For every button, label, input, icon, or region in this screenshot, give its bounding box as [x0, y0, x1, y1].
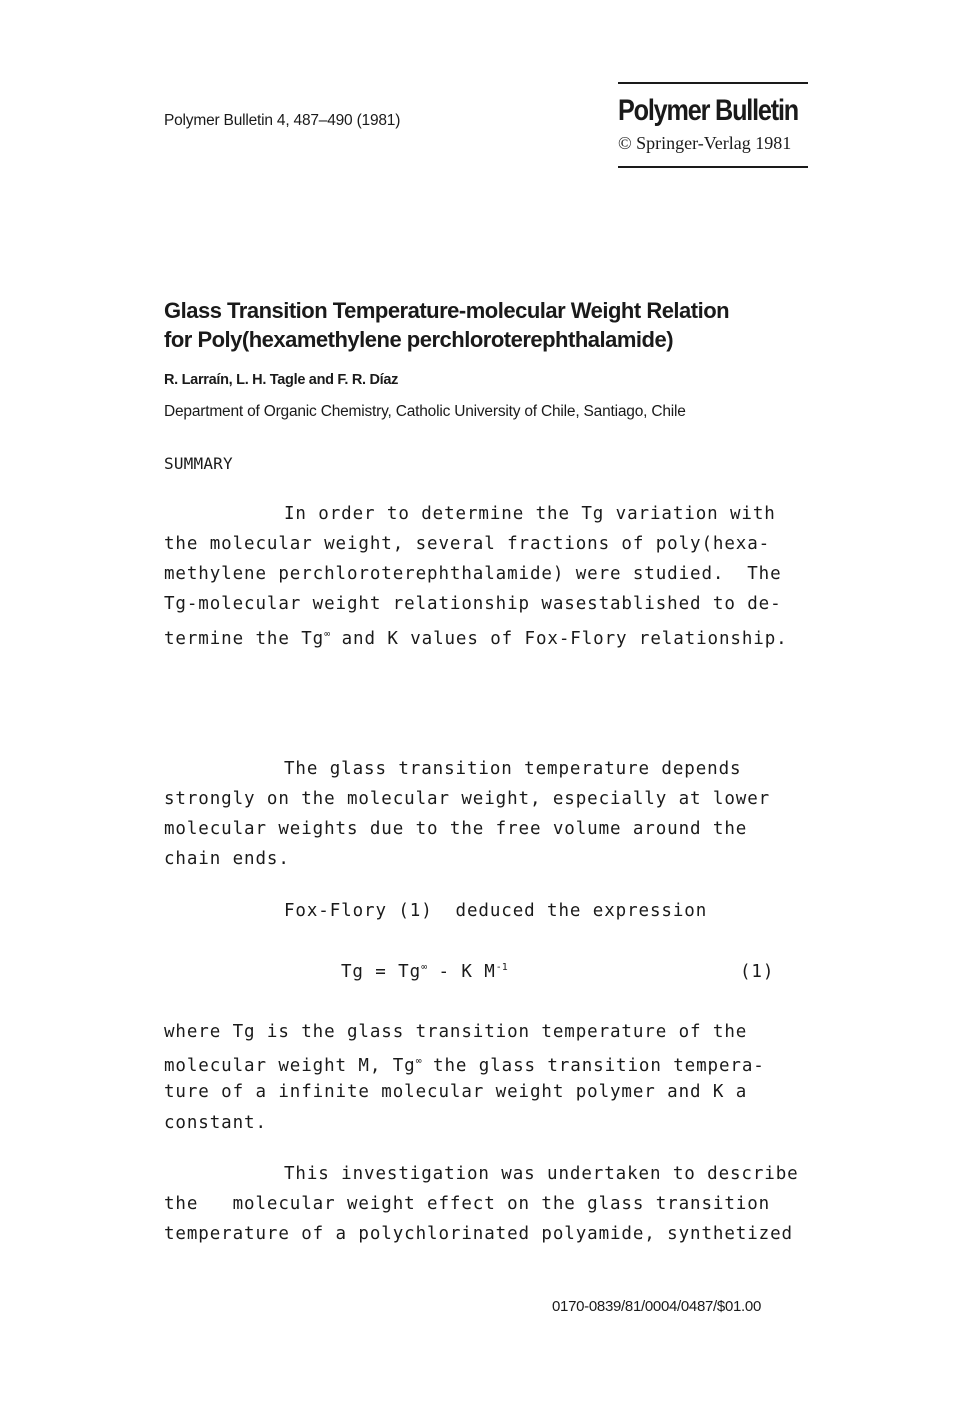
body-line: [164, 1051, 765, 1077]
citation: Polymer Bulletin 4, 487–490 (1981): [164, 112, 401, 129]
summary-line: the molecular weight, several fractions of poly(hexa-: [164, 534, 771, 554]
body-line: Fox-Flory (1) deduced the expression: [284, 901, 708, 921]
body-line: molecular weights due to the free volume around the: [164, 819, 748, 839]
journal-name: Polymer Bulletin: [618, 94, 799, 127]
body-line: temperature of a polychlorinated polyamide, synthetized: [164, 1224, 793, 1244]
summary-heading: SUMMARY: [164, 454, 233, 473]
copyright: © Springer-Verlag 1981: [618, 133, 792, 153]
body-line: where Tg is the glass transition temperature of the: [164, 1022, 748, 1042]
equation-rhs: - K M: [427, 962, 496, 982]
title-line: Glass Transition Temperature-molecular Weight Relation: [164, 298, 730, 323]
equation-number: (1): [740, 962, 775, 982]
body-line: This investigation was undertaken to describe: [284, 1164, 799, 1184]
brand-rule-bottom: [618, 166, 808, 168]
equation: [341, 962, 508, 982]
footer-code: 0170-0839/81/0004/0487/$01.00: [552, 1298, 762, 1315]
infinity-symbol: ∞: [415, 1056, 422, 1067]
body-line: strongly on the molecular weight, especially at lower: [164, 789, 771, 809]
summary-line: In order to determine the Tg variation with: [284, 504, 776, 524]
summary-line: Tg-molecular weight relationship wasestablished to de-: [164, 594, 782, 614]
summary-text: and K values of Fox-Flory relationship.: [330, 629, 788, 649]
article-title: [164, 296, 844, 354]
equation-lhs: Tg = Tg: [341, 962, 422, 982]
infinity-symbol: ∞: [421, 962, 428, 973]
body-line: constant.: [164, 1113, 267, 1133]
body-line: chain ends.: [164, 849, 290, 869]
summary-text: termine the Tg: [164, 629, 325, 649]
journal-brand: [618, 82, 808, 168]
summary-line: methylene perchloroterephthalamide) were studied. The: [164, 564, 782, 584]
title-line: for Poly(hexamethylene perchloroterephthalamide): [164, 327, 674, 352]
authors: R. Larraín, L. H. Tagle and F. R. Díaz: [164, 372, 399, 388]
body-line: The glass transition temperature depends: [284, 759, 742, 779]
affiliation: Department of Organic Chemistry, Catholic University of Chile, Santiago, Chile: [164, 403, 686, 420]
infinity-symbol: ∞: [324, 629, 331, 640]
equation-exponent: -1: [495, 962, 508, 973]
summary-line: [164, 624, 788, 650]
brand-rule-top: [618, 82, 808, 84]
body-line: the molecular weight effect on the glass transition: [164, 1194, 771, 1214]
body-text: molecular weight M, Tg: [164, 1056, 416, 1076]
body-text: the glass transition tempera-: [421, 1056, 765, 1076]
body-line: ture of a infinite molecular weight polymer and K a: [164, 1082, 748, 1102]
